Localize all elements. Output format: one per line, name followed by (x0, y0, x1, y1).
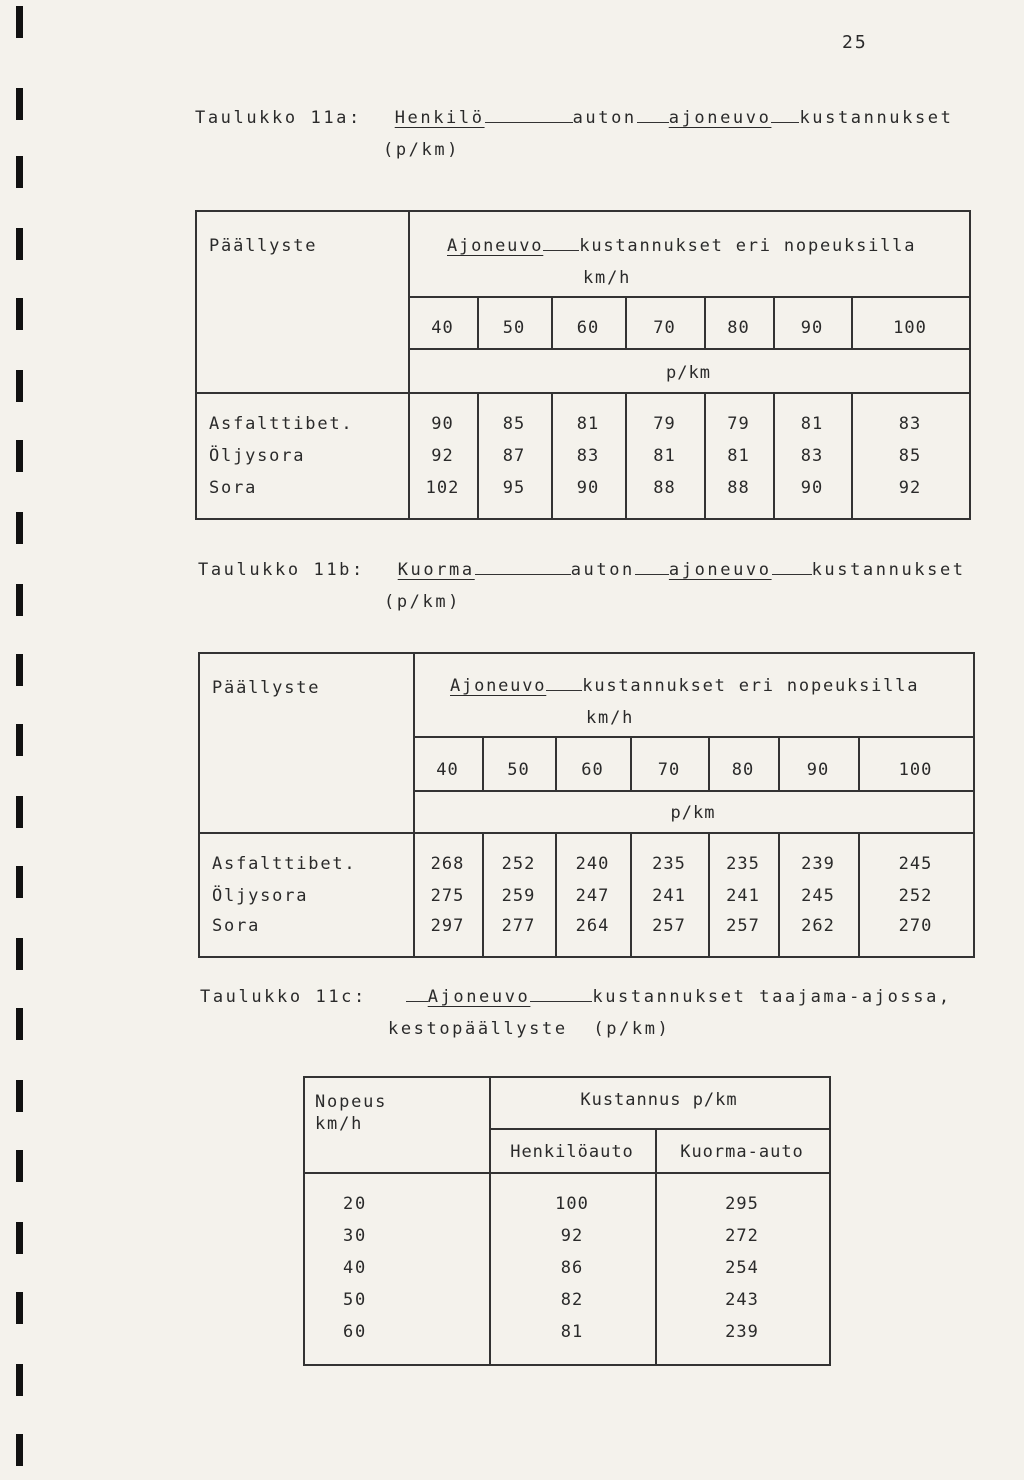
truck-cost-cell: 295 (725, 1194, 759, 1214)
car-cost-cell: 92 (560, 1226, 584, 1246)
speed-header-cell: 40 (431, 318, 454, 338)
speed-header-cell: 80 (731, 760, 755, 780)
table-cell: 239 (801, 854, 835, 874)
speed-group-header: Ajoneuvo kustannukset eri nopeuksilla (447, 236, 917, 256)
caption-gap-line (772, 560, 812, 575)
value-unit: p/km (666, 363, 711, 383)
table-cell: 257 (652, 916, 686, 936)
table-cell: 264 (575, 916, 610, 936)
car-cost-cell: 86 (560, 1258, 584, 1278)
truck-cost-cell: 272 (725, 1226, 759, 1246)
table-cell: 262 (801, 916, 835, 936)
binder-hole (16, 1364, 23, 1396)
speed-unit: km/h (586, 708, 635, 728)
caption-gap-line (771, 108, 799, 123)
binder-hole (16, 584, 23, 616)
table-b-unit: (p/km) (384, 592, 462, 612)
table-cell: 81 (800, 414, 824, 434)
binder-hole (16, 6, 23, 38)
speed-header-cell: 100 (893, 318, 927, 338)
car-cost-cell: 82 (560, 1290, 584, 1310)
binder-hole (16, 228, 23, 260)
car-header: Henkilöauto (510, 1142, 634, 1162)
table-a-unit: (p/km) (383, 140, 461, 160)
caption-word: kustannukset (799, 108, 954, 128)
table-cell: 90 (576, 478, 600, 498)
row-surface: Asfalttibet. (212, 854, 357, 874)
binder-hole (16, 1292, 23, 1324)
table-cell: 245 (898, 854, 933, 874)
table-cell: 252 (898, 886, 933, 906)
speed-header-cell: 50 (507, 760, 530, 780)
table-cell: 268 (430, 854, 465, 874)
binder-hole (16, 1222, 23, 1254)
table-cell: 235 (726, 854, 760, 874)
table-cell: 259 (501, 886, 536, 906)
speed-header-unit: km/h (315, 1114, 364, 1134)
binder-hole (16, 1008, 23, 1040)
speed-header-cell: 90 (806, 760, 830, 780)
binder-hole (16, 796, 23, 828)
speed-header-cell: 40 (436, 760, 459, 780)
binder-hole (16, 1150, 23, 1182)
caption-gap-line (485, 108, 573, 123)
truck-cost-cell: 254 (725, 1258, 759, 1278)
speed-header-cell: 100 (898, 760, 933, 780)
table-cell: 79 (653, 414, 676, 434)
speed-unit: km/h (583, 268, 632, 288)
binder-hole (16, 298, 23, 330)
caption-gap-line (637, 108, 669, 123)
table-a-caption (195, 108, 953, 128)
grid-line (408, 296, 969, 298)
table-c-subtitle: kestopäällyste (p/km) (388, 1019, 671, 1039)
speed-cell: 50 (343, 1290, 368, 1310)
speed-header-cell: 70 (653, 318, 676, 338)
caption-word: ajoneuvo (668, 560, 772, 580)
caption-word: Kuorma (397, 560, 475, 580)
table-cell: 83 (800, 446, 824, 466)
speed-header-cell: 70 (657, 760, 681, 780)
table-cell: 87 (502, 446, 526, 466)
binder-hole (16, 1080, 23, 1112)
table-cell: 297 (430, 916, 465, 936)
row-surface: Öljysora (209, 446, 306, 466)
car-cost-cell: 100 (555, 1194, 589, 1214)
binder-hole (16, 724, 23, 756)
row-surface: Sora (212, 916, 261, 936)
grid-line (489, 1128, 829, 1130)
caption-word: Ajoneuvo (427, 987, 531, 1007)
binder-hole (16, 654, 23, 686)
caption-label: Taulukko 11b: (198, 560, 365, 580)
table-cell: 240 (575, 854, 610, 874)
table-cell: 95 (502, 478, 526, 498)
table-cell: 270 (898, 916, 933, 936)
page-number: 25 (842, 32, 868, 53)
caption-word: auton (570, 560, 635, 580)
table-cell: 241 (652, 886, 686, 906)
binder-hole (16, 512, 23, 544)
table-cell: 252 (501, 854, 536, 874)
table-cell: 83 (898, 414, 922, 434)
binder-hole (16, 440, 23, 472)
caption-word: ajoneuvo (668, 108, 772, 128)
speed-cell: 20 (343, 1194, 368, 1214)
binder-hole (16, 866, 23, 898)
table-cell: 79 (727, 414, 750, 434)
caption-gap-line (475, 560, 571, 575)
grid-line (408, 348, 969, 350)
column-header-surface: Päällyste (209, 236, 318, 256)
table-cell: 88 (727, 478, 750, 498)
speed-header-cell: 80 (727, 318, 750, 338)
table-cell: 83 (576, 446, 600, 466)
binder-hole (16, 370, 23, 402)
table-c-caption (200, 987, 952, 1007)
speed-cell: 60 (343, 1322, 368, 1342)
binder-holes (16, 0, 24, 1480)
binder-hole (16, 156, 23, 188)
table-a (195, 210, 971, 520)
speed-header: Nopeus (315, 1092, 388, 1112)
caption-gap-line (530, 987, 592, 1002)
table-cell: 90 (431, 414, 454, 434)
table-cell: 81 (576, 414, 600, 434)
table-cell: 257 (726, 916, 760, 936)
row-surface: Sora (209, 478, 258, 498)
table-cell: 247 (575, 886, 610, 906)
column-header-surface: Päällyste (212, 678, 321, 698)
binder-hole (16, 88, 23, 120)
row-surface: Asfalttibet. (209, 414, 354, 434)
speed-group-header: Ajoneuvo kustannukset eri nopeuksilla (450, 676, 920, 696)
car-cost-cell: 81 (560, 1322, 584, 1342)
table-cell: 245 (801, 886, 835, 906)
caption-word: kustannukset (811, 560, 966, 580)
table-cell: 235 (652, 854, 686, 874)
row-surface: Öljysora (212, 886, 309, 906)
grid-line (197, 392, 969, 394)
truck-header: Kuorma-auto (680, 1142, 804, 1162)
table-cell: 88 (653, 478, 676, 498)
table-cell: 275 (430, 886, 465, 906)
caption-word: kustannukset taajama-ajossa, (592, 987, 952, 1007)
caption-gap-line (635, 560, 669, 575)
speed-header-cell: 60 (581, 760, 604, 780)
cost-header: Kustannus p/km (580, 1090, 738, 1110)
table-cell: 81 (653, 446, 676, 466)
grid-line (413, 736, 973, 738)
table-cell: 85 (502, 414, 526, 434)
caption-label: Taulukko 11c: (200, 987, 367, 1007)
table-cell: 81 (727, 446, 750, 466)
table-cell: 92 (898, 478, 922, 498)
table-cell: 277 (501, 916, 536, 936)
truck-cost-cell: 243 (725, 1290, 759, 1310)
binder-hole (16, 1434, 23, 1466)
speed-header-cell: 90 (800, 318, 824, 338)
grid-line (305, 1172, 829, 1174)
speed-cell: 40 (343, 1258, 368, 1278)
speed-cell: 30 (343, 1226, 368, 1246)
speed-header-cell: 60 (576, 318, 600, 338)
table-b-caption (198, 560, 966, 580)
grid-line (413, 790, 973, 792)
caption-gap-line (406, 987, 428, 1002)
table-cell: 92 (431, 446, 454, 466)
binder-hole (16, 938, 23, 970)
speed-header-cell: 50 (502, 318, 526, 338)
table-c (303, 1076, 831, 1366)
table-cell: 85 (898, 446, 922, 466)
table-cell: 241 (726, 886, 760, 906)
truck-cost-cell: 239 (725, 1322, 759, 1342)
value-unit: p/km (670, 803, 716, 823)
caption-word: Henkilö (394, 108, 485, 128)
table-cell: 102 (425, 478, 460, 498)
caption-word: auton (572, 108, 637, 128)
caption-label: Taulukko 11a: (195, 108, 362, 128)
table-cell: 90 (800, 478, 824, 498)
table-b (198, 652, 975, 958)
